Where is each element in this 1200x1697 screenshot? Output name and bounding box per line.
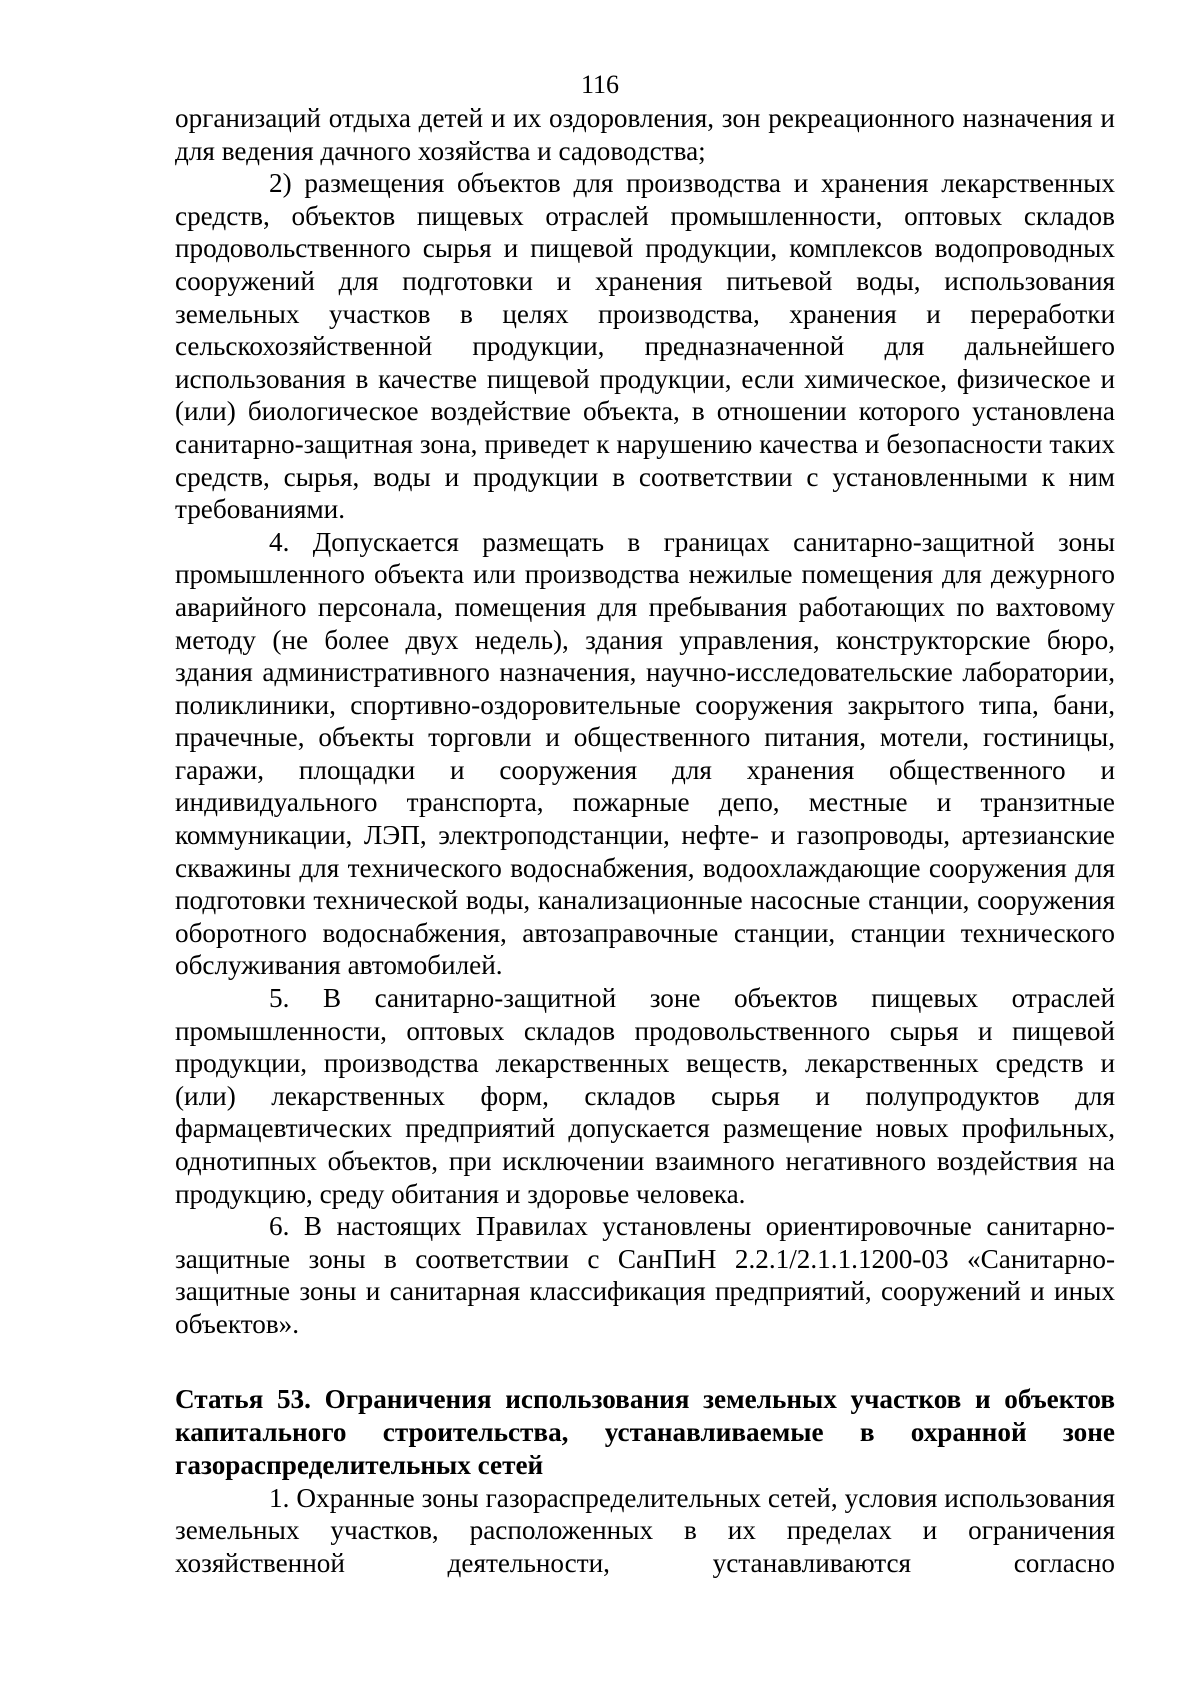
paragraph-item-6: 6. В настоящих Правилах установлены ориентировочные санитарно-защитные зоны в соответствии с СанПиН 2.2.1/2.1.1.1200-03 «Санитарно-защитные зоны и санитарная классификация предприятий, сооружений и иных объектов». — [175, 1211, 1115, 1339]
document-body — [175, 102, 1115, 1579]
paragraph-item-4: 4. Допускается размещать в границах санитарно-защитной зоны промышленного объекта или производства нежилые помещения для дежурного аварийного персонала, помещения для пребывания работающих по вахтовому методу (не более двух недель), здания управления, конструкторские бюро, здания административного назначения, научно-исследовательские лаборатории, поликлиники, спортивно-оздоровительные сооружения закрытого типа, бани, прачечные, объекты торговли и общественного питания, мотели, гостиницы, гаражи, площадки и сооружения для хранения общественного и индивидуального транспорта, пожарные депо, местные и транзитные коммуникации, ЛЭП, электроподстанции, нефте- и газопроводы, артезианские скважины для технического водоснабжения, водоохлаждающие сооружения для подготовки технической воды, канализационные насосные станции, сооружения оборотного водоснабжения, автозаправочные станции, станции технического обслуживания автомобилей. — [175, 526, 1115, 981]
page-number: 116 — [580, 70, 620, 99]
article-53-heading: Статья 53. Ограничения использования земельных участков и объектов капитального строительства, устанавливаемые в охранной зоне газораспределительных сетей — [175, 1383, 1115, 1480]
paragraph-item-5: 5. В санитарно-защитной зоне объектов пищевых отраслей промышленности, оптовых складов продовольственного сырья и пищевой продукции, производства лекарственных веществ, лекарственных средств и (или) лекарственных форм, складов сырья и полупродуктов для фармацевтических предприятий допускается размещение новых профильных, однотипных объектов, при исключении взаимного негативного воздействия на продукцию, среду обитания и здоровье человека. — [175, 983, 1115, 1209]
paragraph-continuation: организаций отдыха детей и их оздоровления, зон рекреационного назначения и для ведения дачного хозяйства и садоводства; — [175, 103, 1115, 166]
article-53-paragraph-1: 1. Охранные зоны газораспределительных сетей, условия использования земельных участков, расположенных в их пределах и ограничения хозяйственной деятельности, устанавливаются согласно — [175, 1482, 1115, 1578]
paragraph-item-2: 2) размещения объектов для производства и хранения лекарственных средств, объектов пищевых отраслей промышленности, оптовых складов продовольственного сырья и пищевой продукции, комплексов водопроводных сооружений для подготовки и хранения питьевой воды, использования земельных участков в целях производства, хранения и переработки сельскохозяйственной продукции, предназначенной для дальнейшего использования в качестве пищевой продукции, если химическое, физическое и (или) биологическое воздействие объекта, в отношении которого установлена санитарно-защитная зона, приведет к нарушению качества и безопасности таких средств, сырья, воды и продукции в соответствии с установленными к ним требованиями. — [175, 168, 1115, 525]
